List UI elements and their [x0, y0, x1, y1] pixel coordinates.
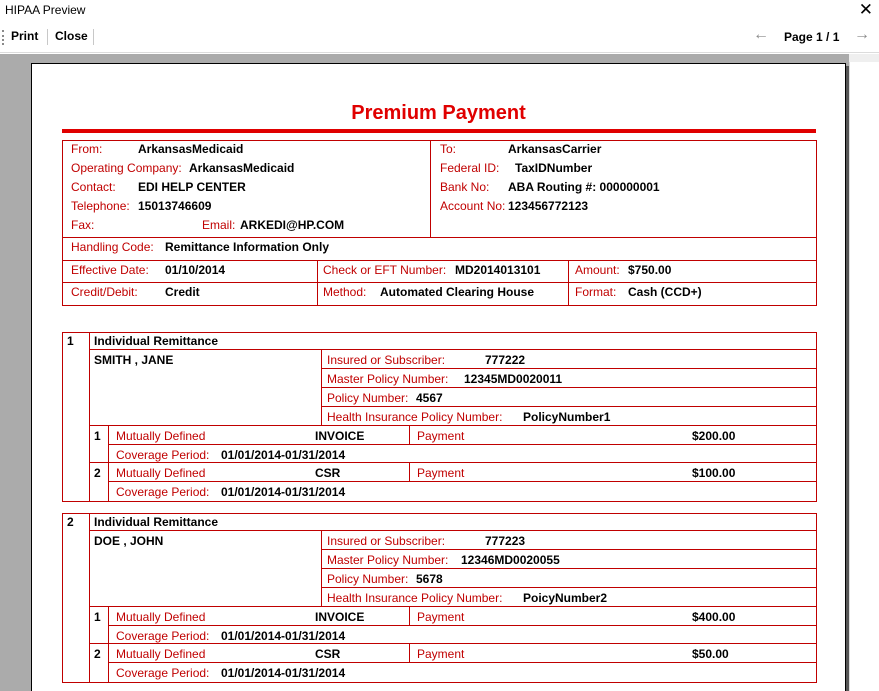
amount-value: $750.00 [628, 263, 672, 277]
close-button[interactable]: Close [55, 29, 88, 43]
effective-date-value: 01/10/2014 [165, 263, 226, 277]
divider [89, 462, 817, 463]
coverage-period-label: Coverage Period: [116, 629, 210, 643]
contact-value: EDI HELP CENTER [138, 180, 246, 194]
divider [568, 260, 569, 306]
coverage-period-value: 01/01/2014-01/31/2014 [221, 448, 346, 462]
divider [108, 425, 109, 502]
print-button[interactable]: Print [11, 29, 39, 43]
divider [317, 260, 318, 306]
credit-debit-value: Credit [165, 285, 200, 299]
to-label: To: [440, 142, 457, 156]
divider [89, 606, 817, 607]
item-type: CSR [315, 647, 341, 661]
policy-number-label: Policy Number: [327, 391, 409, 405]
credit-debit-label: Credit/Debit: [71, 285, 138, 299]
divider [321, 587, 817, 588]
divider [409, 606, 410, 625]
bank-no-label: Bank No: [440, 180, 490, 194]
divider [62, 237, 817, 238]
toolbar-grip-icon [2, 30, 4, 45]
divider [321, 368, 817, 369]
divider [409, 462, 410, 481]
insured-label: Insured or Subscriber: [327, 534, 446, 548]
item-amount: $50.00 [692, 647, 729, 661]
divider [108, 606, 109, 683]
divider [430, 140, 431, 238]
toolbar-separator [93, 29, 94, 45]
item-amount: $200.00 [692, 429, 736, 443]
insured-label: Insured or Subscriber: [327, 353, 446, 367]
email-value: ARKEDI@HP.COM [240, 218, 345, 232]
payment-label: Payment [417, 647, 465, 661]
effective-date-label: Effective Date: [71, 263, 149, 277]
policy-number-value: 5678 [416, 572, 443, 586]
document-title: Premium Payment [351, 102, 526, 124]
insured-value: 777222 [485, 353, 526, 367]
divider [321, 387, 817, 388]
remittance-index: 1 [67, 334, 74, 348]
check-eft-label: Check or EFT Number: [323, 263, 447, 277]
divider [89, 643, 817, 644]
amount-label: Amount: [575, 263, 620, 277]
divider [321, 406, 817, 407]
item-amount: $400.00 [692, 610, 736, 624]
insured-value: 777223 [485, 534, 526, 548]
operating-company-label: Operating Company: [71, 161, 182, 175]
health-policy-value: PoicyNumber2 [523, 591, 608, 605]
previous-page-arrow-icon[interactable]: ← [753, 26, 769, 43]
document-page [31, 63, 846, 691]
window-title: HIPAA Preview [5, 3, 86, 17]
mutually-defined-label: Mutually Defined [116, 466, 206, 480]
divider [108, 662, 817, 663]
policy-number-value: 4567 [416, 391, 443, 405]
to-value: ArkansasCarrier [508, 142, 602, 156]
from-value: ArkansasMedicaid [138, 142, 244, 156]
coverage-period-label: Coverage Period: [116, 666, 210, 680]
method-value: Automated Clearing House [380, 285, 535, 299]
item-amount: $100.00 [692, 466, 736, 480]
fax-label: Fax: [71, 218, 95, 232]
format-value: Cash (CCD+) [628, 285, 702, 299]
method-label: Method: [323, 285, 367, 299]
handling-code-label: Handling Code: [71, 240, 154, 254]
remittance-heading: Individual Remittance [94, 515, 219, 529]
health-policy-label: Health Insurance Policy Number: [327, 410, 503, 424]
coverage-period-label: Coverage Period: [116, 448, 210, 462]
toolbar [0, 24, 879, 53]
telephone-label: Telephone: [71, 199, 130, 213]
title-bar [0, 0, 879, 24]
next-page-arrow-icon[interactable]: → [854, 26, 870, 43]
divider [321, 568, 817, 569]
title-underline [62, 129, 816, 133]
policy-number-label: Policy Number: [327, 572, 409, 586]
divider [62, 260, 817, 261]
format-label: Format: [575, 285, 617, 299]
item-type: INVOICE [315, 610, 365, 624]
master-policy-label: Master Policy Number: [327, 553, 449, 567]
from-label: From: [71, 142, 103, 156]
vertical-scrollbar[interactable] [849, 54, 879, 691]
telephone-value: 15013746609 [138, 199, 212, 213]
divider [321, 549, 817, 550]
close-window-icon[interactable]: ✕ [858, 0, 873, 19]
health-policy-label: Health Insurance Policy Number: [327, 591, 503, 605]
federal-id-value: TaxIDNumber [515, 161, 593, 175]
email-label: Email: [202, 218, 236, 232]
toolbar-separator [47, 29, 48, 45]
federal-id-label: Federal ID: [440, 161, 500, 175]
divider [409, 643, 410, 662]
payment-label: Payment [417, 429, 465, 443]
divider [89, 530, 817, 531]
page-indicator: Page 1 / 1 [784, 30, 840, 44]
item-type: CSR [315, 466, 341, 480]
handling-code-value: Remittance Information Only [165, 240, 330, 254]
member-name: DOE , JOHN [94, 534, 164, 548]
divider [409, 425, 410, 444]
health-policy-value: PolicyNumber1 [523, 410, 611, 424]
member-name: SMITH , JANE [94, 353, 174, 367]
divider [108, 625, 817, 626]
remittance-heading: Individual Remittance [94, 334, 219, 348]
item-index: 1 [94, 610, 101, 624]
divider [89, 425, 817, 426]
scrollbar-thumb[interactable] [849, 62, 879, 691]
payment-label: Payment [417, 610, 465, 624]
remittance-index: 2 [67, 515, 74, 529]
divider [89, 349, 817, 350]
mutually-defined-label: Mutually Defined [116, 647, 206, 661]
divider [89, 332, 90, 502]
master-policy-value: 12346MD0020055 [461, 553, 560, 567]
divider [89, 513, 90, 683]
coverage-period-value: 01/01/2014-01/31/2014 [221, 666, 346, 680]
master-policy-value: 12345MD0020011 [464, 372, 563, 386]
contact-label: Contact: [71, 180, 116, 194]
payment-label: Payment [417, 466, 465, 480]
account-no-label: Account No: [440, 199, 506, 213]
account-no-value: 123456772123 [508, 199, 589, 213]
coverage-period-value: 01/01/2014-01/31/2014 [221, 629, 346, 643]
item-index: 2 [94, 466, 101, 480]
bank-no-value: ABA Routing #: 000000001 [508, 180, 660, 194]
check-eft-value: MD2014013101 [455, 263, 541, 277]
item-index: 1 [94, 429, 101, 443]
divider [108, 444, 817, 445]
mutually-defined-label: Mutually Defined [116, 429, 206, 443]
coverage-period-label: Coverage Period: [116, 485, 210, 499]
coverage-period-value: 01/01/2014-01/31/2014 [221, 485, 346, 499]
master-policy-label: Master Policy Number: [327, 372, 449, 386]
operating-company-value: ArkansasMedicaid [189, 161, 295, 175]
item-type: INVOICE [315, 429, 365, 443]
item-index: 2 [94, 647, 101, 661]
divider [62, 282, 817, 283]
mutually-defined-label: Mutually Defined [116, 610, 206, 624]
divider [108, 481, 817, 482]
